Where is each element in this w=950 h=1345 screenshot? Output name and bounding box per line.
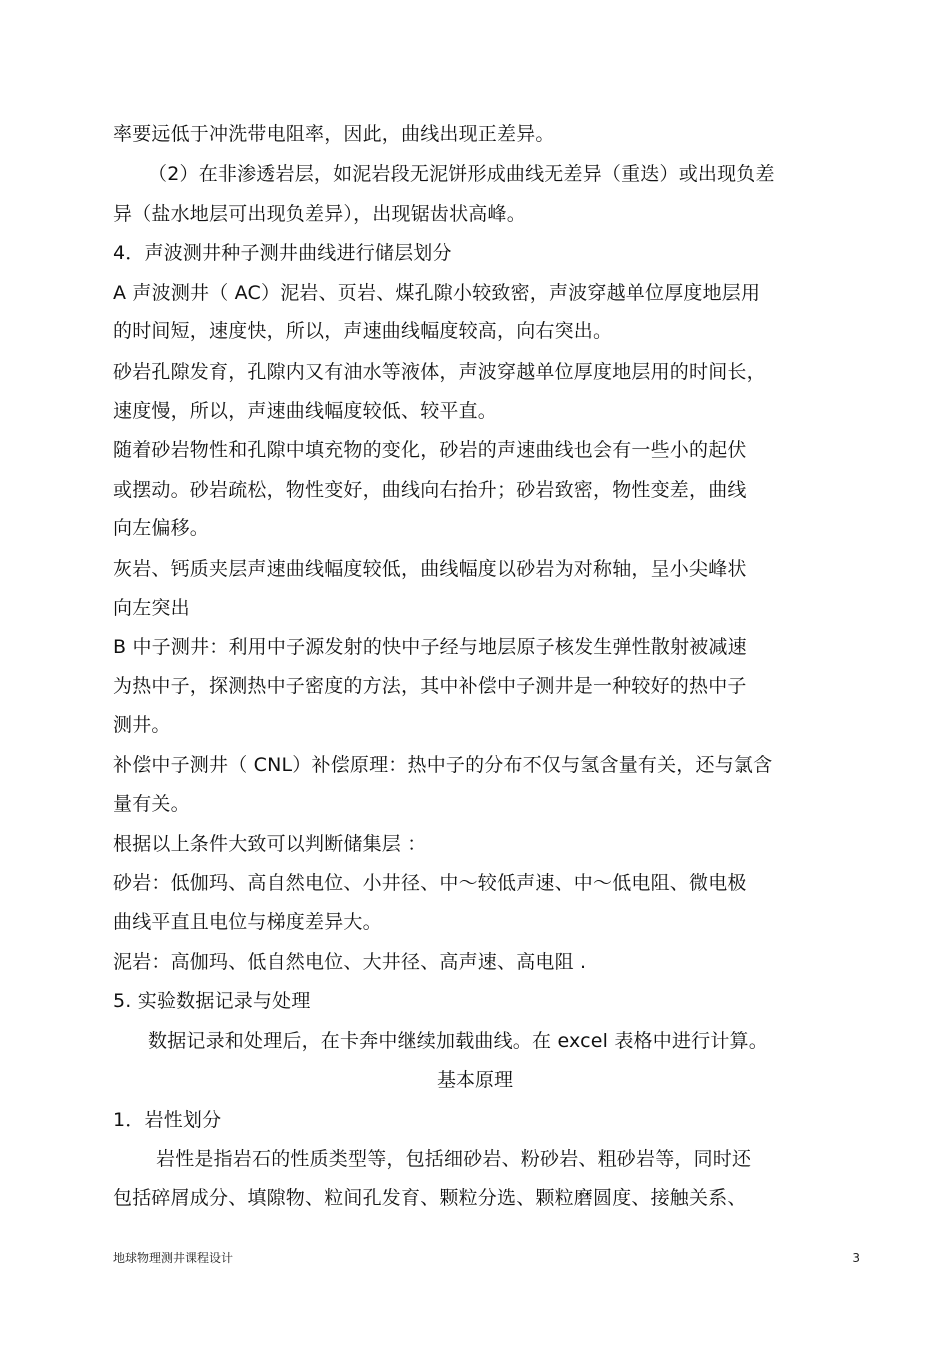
text-line-9: 随着砂岩物性和孔隙中填充物的变化，砂岩的声速曲线也会有一些小的起伏 bbox=[113, 439, 747, 461]
text-line-24: 数据记录和处理后，在卡奔中继续加载曲线。在 excel 表格中进行计算。 bbox=[148, 1030, 768, 1052]
text-line-1: 率要远低于冲洗带电阻率，因此，曲线出现正差异。 bbox=[113, 123, 555, 145]
section-heading-4: 4．声波测井种子测井曲线进行储层划分 bbox=[113, 242, 452, 264]
text-line-11: 向左偏移。 bbox=[113, 517, 210, 539]
text-line-19: 根据以上条件大致可以判断储集层 ： bbox=[113, 833, 427, 855]
text-line-16: 测井。 bbox=[113, 714, 171, 736]
footer-title: 地球物理测井课程设计 bbox=[113, 1251, 234, 1265]
text-line-3: 异（盐水地层可出现负差异），出现锯齿状高峰。 bbox=[113, 203, 526, 225]
text-line-17: 补偿中子测井（ CNL）补偿原理：热中子的分布不仅与氢含量有关，还与氯含 bbox=[113, 754, 773, 776]
text-line-14: B 中子测井：利用中子源发射的快中子经与地层原子核发生弹性散射被减速 bbox=[113, 636, 747, 658]
text-line-5: A 声波测井（ AC）泥岩、页岩、煤孔隙小较致密，声波穿越单位厚度地层用 bbox=[113, 282, 761, 304]
text-line-20: 砂岩：低伽玛、高自然电位、小井径、中～较低声速、中～低电阻、微电极 bbox=[113, 872, 747, 894]
section-title: 基本原理 bbox=[436, 1069, 513, 1091]
text-line-15: 为热中子，探测热中子密度的方法，其中补偿中子测井是一种较好的热中子 bbox=[113, 675, 747, 697]
text-line-10: 或摆动。砂岩疏松，物性变好，曲线向右抬升；砂岩致密，物性变差，曲线 bbox=[113, 479, 747, 501]
text-line-12: 灰岩、钙质夹层声速曲线幅度较低，曲线幅度以砂岩为对称轴，呈小尖峰状 bbox=[113, 558, 747, 580]
text-line-22: 泥岩：高伽玛、低自然电位、大井径、高声速、高电阻 . bbox=[113, 951, 587, 973]
text-line-7: 砂岩孔隙发育，孔隙内又有油水等液体，声波穿越单位厚度地层用的时间长， bbox=[113, 361, 766, 383]
subsection-heading-1: 1．岩性划分 bbox=[113, 1109, 222, 1131]
section-heading-5: 5. 实验数据记录与处理 bbox=[113, 990, 311, 1012]
page-number: 3 bbox=[852, 1251, 860, 1265]
text-line-21: 曲线平直且电位与梯度差异大。 bbox=[113, 911, 382, 933]
text-line-6: 的时间短，速度快，所以，声速曲线幅度较高，向右突出。 bbox=[113, 320, 613, 342]
text-line-after-2: 包括碎屑成分、填隙物、粒间孔发育、颗粒分选、颗粒磨圆度、接触关系、 bbox=[113, 1187, 747, 1209]
text-line-2: （2）在非渗透岩层，如泥岩段无泥饼形成曲线无差异（重迭）或出现负差 bbox=[148, 163, 775, 185]
text-line-after-1: 岩性是指岩石的性质类型等，包括细砂岩、粉砂岩、粗砂岩等，同时还 bbox=[156, 1148, 752, 1170]
text-line-18: 量有关。 bbox=[113, 793, 190, 815]
text-line-8: 速度慢，所以，声速曲线幅度较低、较平直。 bbox=[113, 400, 498, 422]
text-line-13: 向左突出 bbox=[113, 597, 190, 619]
